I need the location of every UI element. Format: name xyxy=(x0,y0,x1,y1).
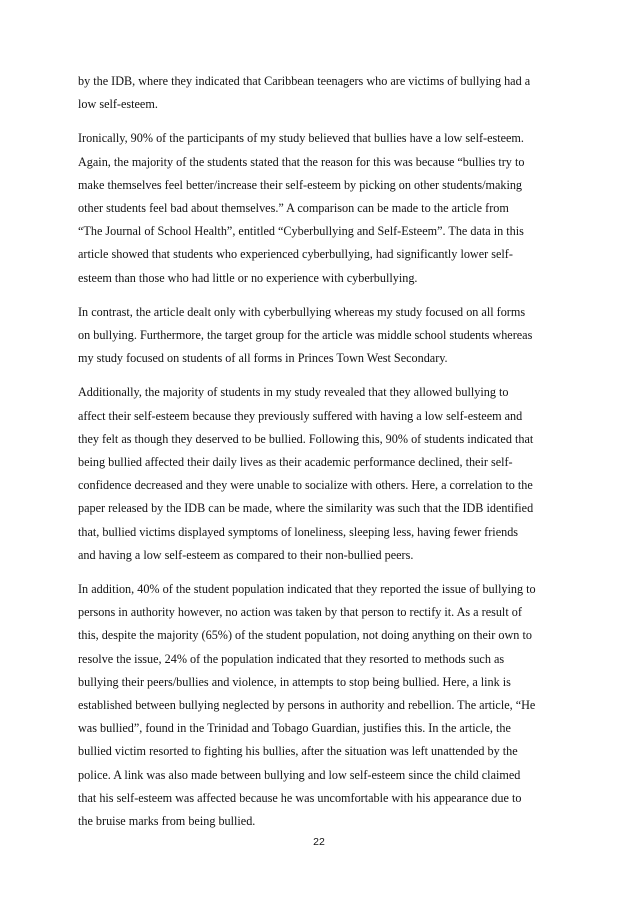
text-line: “The Journal of School Health”, entitled “Cyberbullying and Self-Esteem”. The data in this xyxy=(78,224,524,239)
text-line: the bruise marks from being bullied. xyxy=(78,814,256,829)
text-line: confidence decreased and they were unable to socialize with others. Here, a correlation to the xyxy=(78,478,533,493)
text-line: they felt as though they deserved to be bullied. Following this, 90% of students indicated that xyxy=(78,431,534,446)
paragraph-additionally xyxy=(78,381,562,567)
text-line: other students feel bad about themselves.” A comparison can be made to the article from xyxy=(78,201,509,216)
text-line: In contrast, the article dealt only with cyberbullying whereas my study focused on all forms xyxy=(78,304,526,319)
body-text xyxy=(78,70,562,844)
text-line: article showed that students who experienced cyberbullying, had significantly lower self- xyxy=(78,247,513,262)
text-line: Additionally, the majority of students in my study revealed that they allowed bullying to xyxy=(78,385,509,400)
text-line: this, despite the majority (65%) of the student population, not doing anything on their own to xyxy=(78,628,532,643)
paragraph-idb-conclusion xyxy=(78,70,562,116)
text-line: that his self-esteem was affected because he was uncomfortable with his appearance due to xyxy=(78,790,522,805)
text-line: being bullied affected their daily lives as their academic performance declined, their self- xyxy=(78,455,513,470)
text-line: paper released by the IDB can be made, where the similarity was such that the IDB identified xyxy=(78,501,534,516)
page-number: 22 xyxy=(313,836,325,848)
text-line: persons in authority however, no action was taken by that person to rectify it. As a result of xyxy=(78,605,522,620)
text-line: esteem than those who had little or no experience with cyberbullying. xyxy=(78,270,418,285)
text-line: by the IDB, where they indicated that Caribbean teenagers who are victims of bullying had a xyxy=(78,74,531,88)
text-line: on bullying. Furthermore, the target group for the article was middle school students whereas xyxy=(78,328,533,343)
text-line: and having a low self-esteem as compared to their non-bullied peers. xyxy=(78,547,414,562)
text-line: affect their self-esteem because they previously suffered with having a low self-esteem and xyxy=(78,408,523,423)
text-line: In addition, 40% of the student population indicated that they reported the issue of bullying to xyxy=(78,582,536,597)
text-line: police. A link was also made between bullying and low self-esteem since the child claimed xyxy=(78,767,521,782)
paragraph-in-addition xyxy=(78,578,562,833)
text-line: established between bullying neglected by persons in authority and rebellion. The article, “He xyxy=(78,698,536,713)
paragraph-ironically xyxy=(78,127,562,289)
text-line: bullied victim resorted to fighting his bullies, after the situation was left unattended by the xyxy=(78,744,518,759)
text-line: Ironically, 90% of the participants of my study believed that bullies have a low self-esteem. xyxy=(78,131,524,146)
text-line: resolve the issue, 24% of the population indicated that they resorted to methods such as xyxy=(78,651,505,666)
text-line: make themselves feel better/increase their self-esteem by picking on other students/making xyxy=(78,177,523,192)
text-line: was bullied”, found in the Trinidad and Tobago Guardian, justifies this. In the article, the xyxy=(78,721,511,736)
paragraph-in-contrast xyxy=(78,301,562,371)
text-line: Again, the majority of the students stated that the reason for this was because “bullies try to xyxy=(78,154,525,169)
text-line: low self-esteem. xyxy=(78,97,158,112)
text-line: that, bullied victims displayed symptoms of loneliness, sleeping less, having fewer friends xyxy=(78,524,519,539)
text-line: my study focused on students of all forms in Princes Town West Secondary. xyxy=(78,351,448,366)
text-line: bullying their peers/bullies and violence, in attempts to stop being bullied. Here, a link is xyxy=(78,674,511,689)
